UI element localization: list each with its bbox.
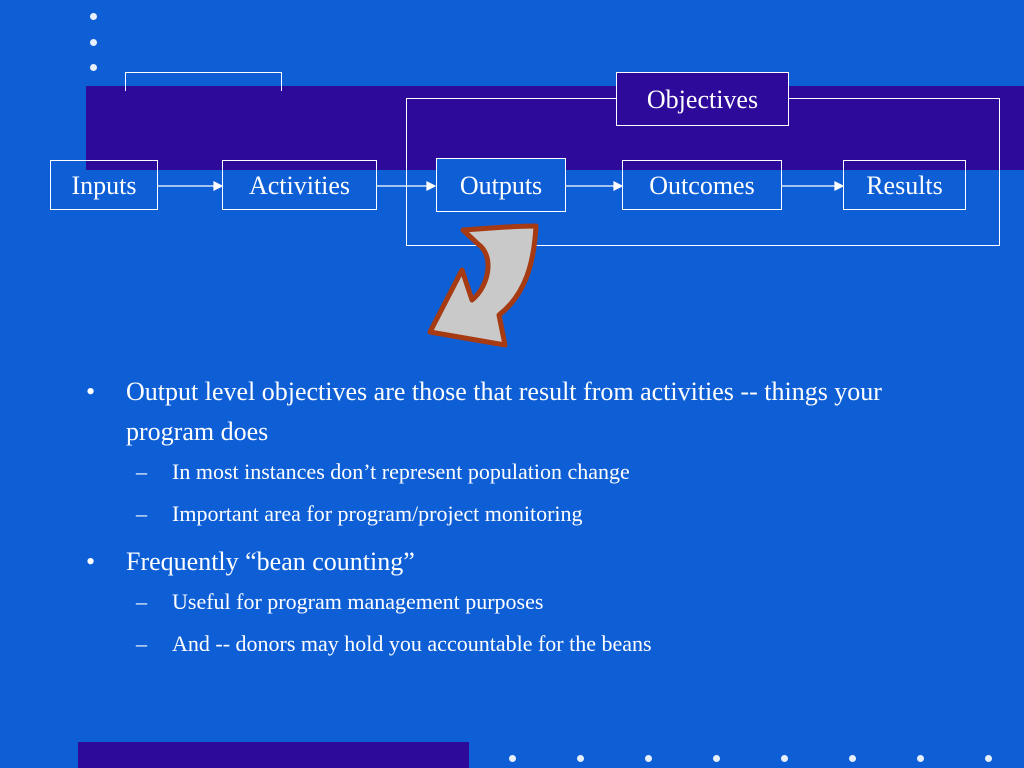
decor-dot	[985, 755, 992, 762]
diagram-box-inputs: Inputs	[50, 160, 158, 210]
sub-bullet-item	[86, 588, 966, 616]
sub-bullet-marker: –	[136, 501, 147, 526]
bullet-marker: •	[86, 547, 96, 576]
arrowhead-icon	[214, 182, 222, 190]
decor-dot	[917, 755, 924, 762]
arrowhead-icon	[835, 182, 843, 190]
diagram-box-outcomes: Outcomes	[622, 160, 782, 210]
arrowhead-icon	[614, 182, 622, 190]
bullet-item	[86, 542, 966, 582]
footer-band	[78, 742, 469, 768]
sub-bullet-item	[86, 630, 966, 658]
diagram-box-activities: Activities	[222, 160, 377, 210]
sub-bullet-marker: –	[136, 589, 147, 614]
bullet-item	[86, 372, 966, 452]
diagram-box-results: Results	[843, 160, 966, 210]
sub-bullet-text: And -- donors may hold you accountable for the beans	[172, 631, 652, 656]
sub-bullet-item	[86, 458, 966, 486]
sub-bullet-marker: –	[136, 631, 147, 656]
decor-dot	[713, 755, 720, 762]
bullet-text: Frequently “bean counting”	[126, 547, 415, 576]
curved-arrow-icon	[430, 226, 536, 345]
sub-bullet-marker: –	[136, 459, 147, 484]
bullet-list	[86, 372, 966, 672]
objectives-label: Objectives	[616, 72, 789, 126]
sub-bullet-item	[86, 500, 966, 528]
arrowhead-icon	[427, 182, 435, 190]
bullet-text: Output level objectives are those that result from activities -- things your program does	[126, 377, 882, 446]
decor-dot	[509, 755, 516, 762]
decor-dot	[781, 755, 788, 762]
decor-dot	[849, 755, 856, 762]
decor-dot	[645, 755, 652, 762]
sub-bullet-text: Useful for program management purposes	[172, 589, 544, 614]
bullet-marker: •	[86, 377, 96, 406]
sub-bullet-text: Important area for program/project monitoring	[172, 501, 583, 526]
decor-dot	[577, 755, 584, 762]
sub-bullet-text: In most instances don’t represent population change	[172, 459, 630, 484]
diagram-box-outputs: Outputs	[436, 158, 566, 212]
